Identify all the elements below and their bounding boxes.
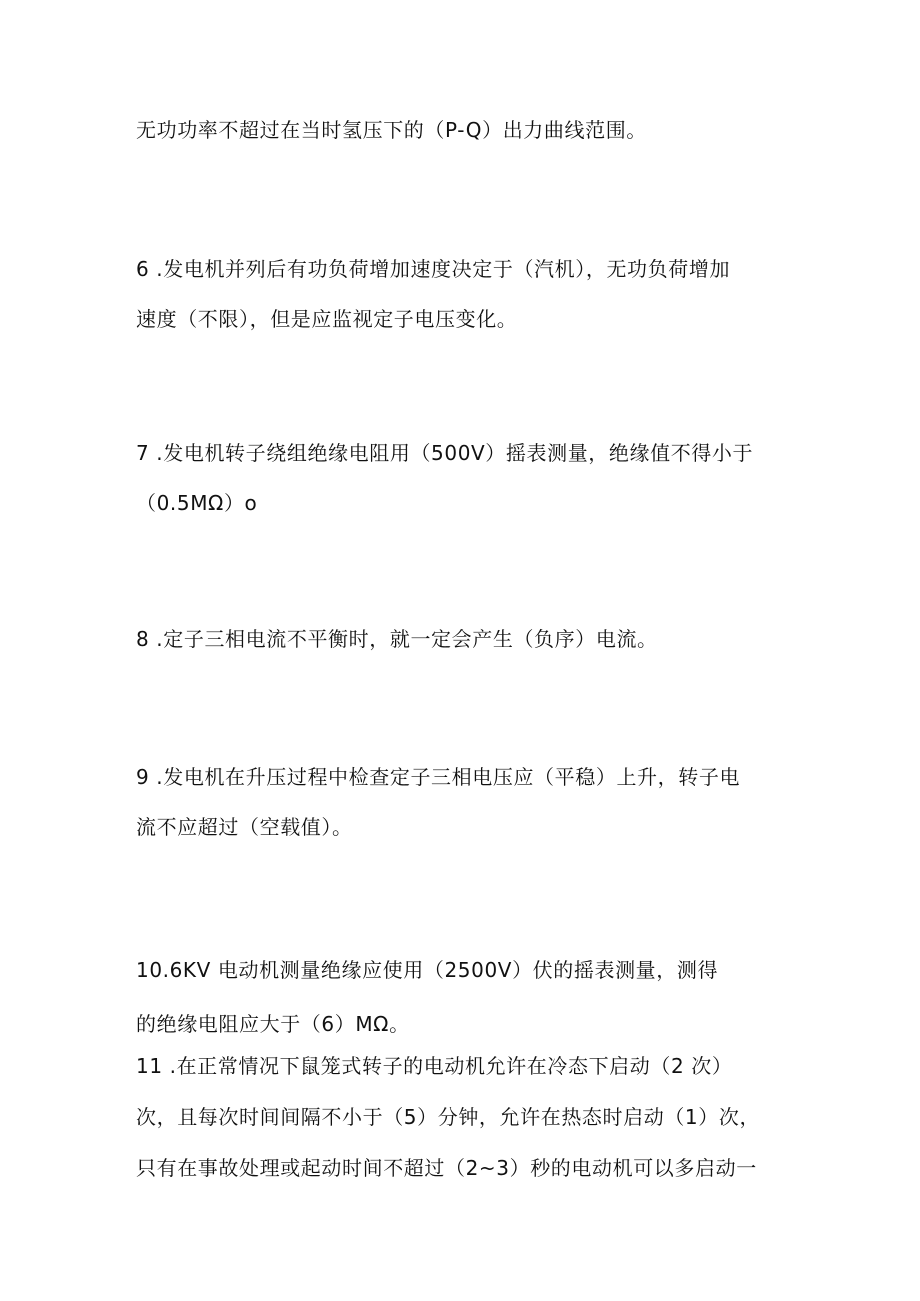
item-9-line-2: 流不应超过（空载值）。 — [136, 815, 353, 839]
item-10-line-1: 10.6KV 电动机测量绝缘应使用（2500V）伏的摇表测量，测得 — [136, 958, 719, 982]
item-6-line-2: 速度（不限），但是应监视定子电压变化。 — [136, 307, 518, 331]
item-7-line-1: 7 .发电机转子绕组绝缘电阻用（500V）摇表测量，绝缘值不得小于 — [136, 441, 754, 465]
item-11-line-1: 11 .在正常情况下鼠笼式转子的电动机允许在冷态下启动（2 次） — [136, 1054, 733, 1078]
item-10-line-2: 的绝缘电阻应大于（6）MΩ。 — [136, 1012, 410, 1036]
text-line: 无功功率不超过在当时氢压下的（P-Q）出力曲线范围。 — [136, 118, 647, 142]
item-11-line-3: 只有在事故处理或起动时间不超过（2~3）秒的电动机可以多启动一 — [136, 1156, 757, 1180]
item-9-line-1: 9 .发电机在升压过程中检查定子三相电压应（平稳）上升，转子电 — [136, 765, 741, 789]
item-6-line-1: 6 .发电机并列后有功负荷增加速度决定于（汽机），无功负荷增加 — [136, 257, 731, 281]
item-8-line-1: 8 .定子三相电流不平衡时，就一定会产生（负序）电流。 — [136, 627, 658, 651]
item-7-line-2: （0.5MΩ）o — [136, 491, 258, 515]
item-11-line-2: 次，且每次时间间隔不小于（5）分钟，允许在热态时启动（1）次， — [136, 1105, 761, 1129]
